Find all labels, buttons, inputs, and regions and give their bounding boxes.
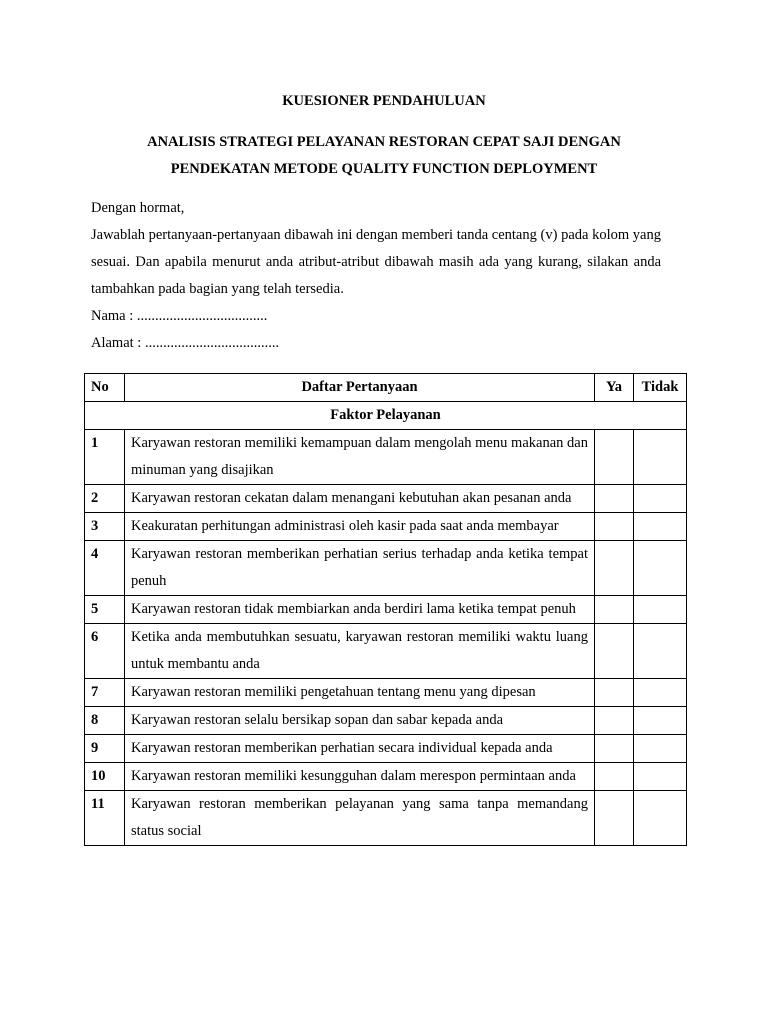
answer-tidak-cell[interactable]: [634, 735, 687, 763]
question-text: Karyawan restoran memiliki kemampuan dalam mengolah menu makanan dan minuman yang disajikan: [125, 430, 595, 485]
row-number: 8: [85, 707, 125, 735]
row-number: 3: [85, 513, 125, 541]
answer-ya-cell[interactable]: [595, 624, 634, 679]
section-row: [85, 402, 687, 430]
answer-tidak-cell[interactable]: [634, 596, 687, 624]
table-row: [85, 513, 687, 541]
table-row: [85, 485, 687, 513]
answer-tidak-cell[interactable]: [634, 679, 687, 707]
table-row: [85, 624, 687, 679]
study-title-line-1: ANALISIS STRATEGI PELAYANAN RESTORAN CEPAT SAJI DENGAN: [147, 134, 621, 150]
table-row: [85, 430, 687, 485]
study-title-line-2: PENDEKATAN METODE QUALITY FUNCTION DEPLOYMENT: [170, 161, 598, 177]
table-row: [85, 791, 687, 846]
answer-ya-cell[interactable]: [595, 596, 634, 624]
answer-ya-cell[interactable]: [595, 735, 634, 763]
table-row: [85, 707, 687, 735]
answer-ya-cell[interactable]: [595, 430, 634, 485]
table-row: [85, 596, 687, 624]
answer-ya-cell[interactable]: [595, 791, 634, 846]
header-yes: Ya: [595, 374, 634, 402]
answer-tidak-cell[interactable]: [634, 763, 687, 791]
answer-tidak-cell[interactable]: [634, 513, 687, 541]
question-text: Karyawan restoran memiliki pengetahuan tentang menu yang dipesan: [125, 679, 595, 707]
answer-tidak-cell[interactable]: [634, 541, 687, 596]
row-number: 6: [85, 624, 125, 679]
table-row: [85, 763, 687, 791]
answer-tidak-cell[interactable]: [634, 485, 687, 513]
header-no: No: [85, 374, 125, 402]
questionnaire-title: KUESIONER PENDAHULUAN: [282, 93, 486, 109]
answer-tidak-cell[interactable]: [634, 624, 687, 679]
table-header-row: [85, 374, 687, 402]
question-text: Karyawan restoran memberikan perhatian secara individual kepada anda: [125, 735, 595, 763]
intro-block: [91, 195, 661, 357]
question-text: Ketika anda membutuhkan sesuatu, karyawan restoran memiliki waktu luang untuk membantu anda: [125, 624, 595, 679]
answer-ya-cell[interactable]: [595, 707, 634, 735]
row-number: 11: [85, 791, 125, 846]
row-number: 1: [85, 430, 125, 485]
address-field: Alamat : .....................................: [91, 335, 280, 351]
question-text: Keakuratan perhitungan administrasi oleh kasir pada saat anda membayar: [125, 513, 595, 541]
row-number: 4: [85, 541, 125, 596]
question-text: Karyawan restoran cekatan dalam menangani kebutuhan akan pesanan anda: [125, 485, 595, 513]
row-number: 10: [85, 763, 125, 791]
table-row: [85, 541, 687, 596]
question-text: Karyawan restoran selalu bersikap sopan dan sabar kepada anda: [125, 707, 595, 735]
answer-ya-cell[interactable]: [595, 763, 634, 791]
table-row: [85, 679, 687, 707]
section-label: Faktor Pelayanan: [85, 402, 687, 430]
greeting: Dengan hormat,: [91, 200, 185, 216]
answer-tidak-cell[interactable]: [634, 791, 687, 846]
question-text: Karyawan restoran tidak membiarkan anda berdiri lama ketika tempat penuh: [125, 596, 595, 624]
answer-ya-cell[interactable]: [595, 541, 634, 596]
answer-ya-cell[interactable]: [595, 485, 634, 513]
header-tidak: Tidak: [634, 374, 687, 402]
answer-ya-cell[interactable]: [595, 513, 634, 541]
name-field: Nama : ....................................: [91, 308, 268, 324]
question-text: Karyawan restoran memberikan perhatian serius terhadap anda ketika tempat penuh: [125, 541, 595, 596]
question-text: Karyawan restoran memberikan pelayanan yang sama tanpa memandang status social: [125, 791, 595, 846]
row-number: 2: [85, 485, 125, 513]
row-number: 7: [85, 679, 125, 707]
answer-ya-cell[interactable]: [595, 679, 634, 707]
row-number: 9: [85, 735, 125, 763]
header-question: Daftar Pertanyaan: [125, 374, 595, 402]
question-text: Karyawan restoran memiliki kesungguhan dalam merespon permintaan anda: [125, 763, 595, 791]
questionnaire-table: [84, 373, 687, 846]
table-row: [85, 735, 687, 763]
answer-tidak-cell[interactable]: [634, 707, 687, 735]
row-number: 5: [85, 596, 125, 624]
answer-tidak-cell[interactable]: [634, 430, 687, 485]
instructions: Jawablah pertanyaan-pertanyaan dibawah ini dengan memberi tanda centang (v) pada kolom yang sesuai. Dan apabila menurut anda atribut-atribut dibawah masih ada yang kurang, silakan anda tambahkan pada bagian yang telah tersedia.: [91, 227, 661, 297]
